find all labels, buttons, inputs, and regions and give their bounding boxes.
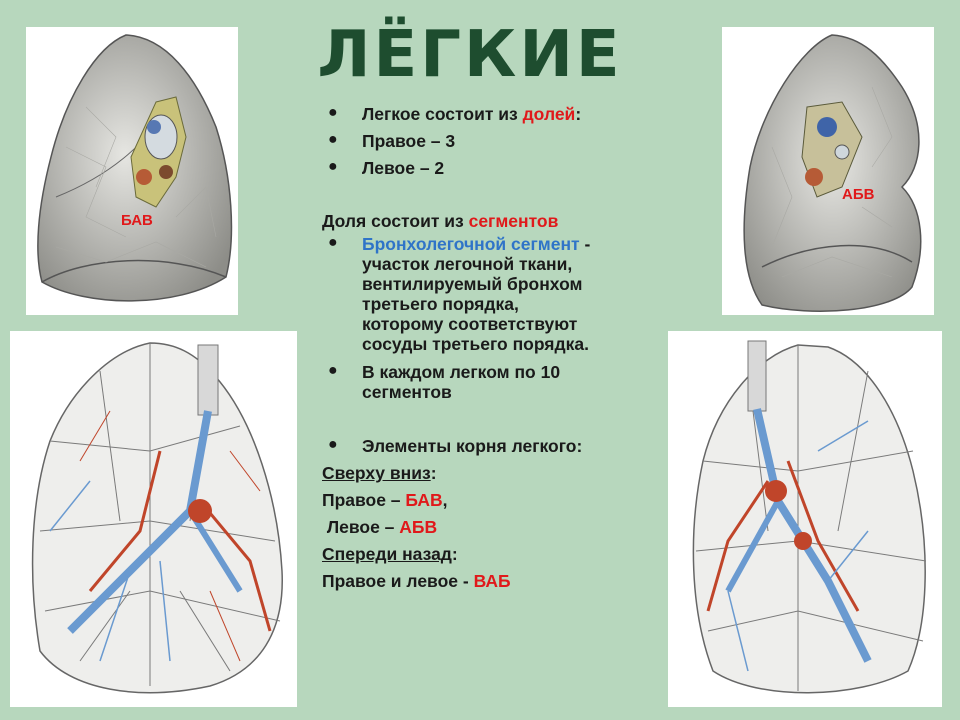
segment-count-line: сегментов <box>362 382 452 402</box>
segment-definition-line: которому соответствуют <box>362 314 578 334</box>
segment-definition-line: участок легочной ткани, <box>362 254 573 274</box>
segment-definition-line: сосуды третьего порядка. <box>362 334 589 354</box>
lobes-highlight: долей <box>522 104 576 124</box>
segment-definition-line: вентилируемый бронхом <box>362 274 583 294</box>
root-right-value: БАВ <box>405 490 443 510</box>
bullet-root-elements <box>322 436 662 456</box>
bullet-segment-definition <box>322 234 662 354</box>
front-back-heading <box>322 544 662 564</box>
root-both-value: ВАБ <box>473 571 511 591</box>
page-title: ЛЁГКИЕ <box>317 18 623 92</box>
top-down-heading <box>322 463 662 483</box>
segment-definition-line: третьего порядка, <box>362 294 519 314</box>
bullet-left-lobes <box>322 158 662 178</box>
bullet-icon: ● <box>328 158 338 175</box>
right-lung-segments-image <box>10 331 297 707</box>
top-right-image-label: АБВ <box>842 186 875 203</box>
root-left-text: Левое – <box>322 517 400 537</box>
segments-heading-text: Доля состоит из <box>322 211 469 231</box>
bullet-icon: ● <box>328 131 338 148</box>
root-both-line <box>322 571 662 591</box>
front-back-colon: : <box>451 544 458 564</box>
bullet-right-lobes <box>322 131 662 151</box>
left-lung-segments-image <box>668 331 942 707</box>
segment-term: Бронхолегочной сегмент <box>362 234 580 254</box>
top-down-label: Сверху вниз <box>322 463 431 483</box>
bullet-segment-count <box>322 362 662 402</box>
bullet-icon: ● <box>328 104 338 121</box>
root-heading: Элементы корня легкого: <box>362 436 583 456</box>
bullet-lobes <box>322 104 662 124</box>
top-down-colon: : <box>430 463 437 483</box>
content-text <box>322 104 662 591</box>
lobes-text: Легкое состоит из <box>362 104 523 124</box>
front-back-label: Спереди назад <box>322 544 452 564</box>
root-left-value: АБВ <box>399 517 438 537</box>
segment-count-line: В каждом легком по 10 <box>362 362 561 382</box>
right-lobes-text: Правое – 3 <box>362 131 456 151</box>
lung-medial-illustration <box>722 27 934 315</box>
bronchopulmonary-segments-illustration <box>10 331 297 707</box>
root-left-line <box>322 517 662 537</box>
segments-heading <box>322 211 662 231</box>
left-lung-medial-image <box>722 27 934 315</box>
lobes-colon: : <box>575 104 582 124</box>
top-left-image-label: БАВ <box>121 212 153 229</box>
root-right-text: Правое – <box>322 490 406 510</box>
bronchopulmonary-segments-illustration <box>668 331 942 707</box>
root-right-line <box>322 490 662 510</box>
left-lobes-text: Левое – 2 <box>362 158 445 178</box>
segments-heading-highlight: сегментов <box>468 211 559 231</box>
bullet-icon: ● <box>328 234 338 251</box>
bullet-icon: ● <box>328 436 338 453</box>
root-right-comma: , <box>442 490 448 510</box>
bullet-icon: ● <box>328 362 338 379</box>
segment-dash: - <box>579 234 591 254</box>
right-lung-medial-image <box>26 27 238 315</box>
lung-medial-illustration <box>26 27 238 315</box>
root-both-text: Правое и левое - <box>322 571 474 591</box>
